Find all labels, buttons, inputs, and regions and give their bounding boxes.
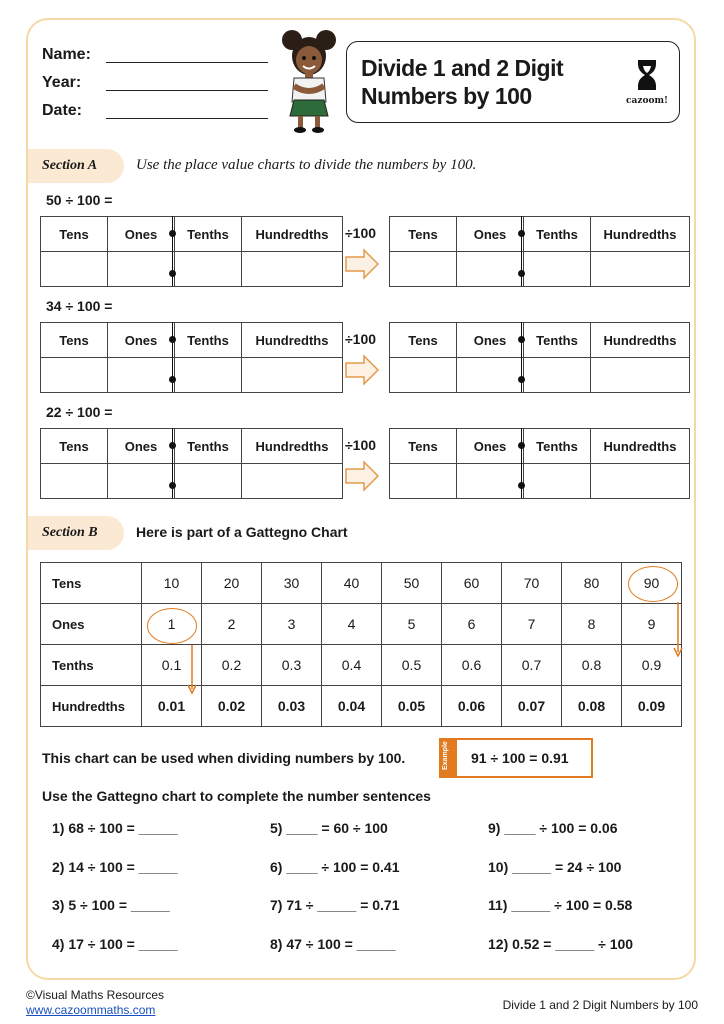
gattegno-row xyxy=(41,686,682,727)
gattegno-cell: 90 xyxy=(622,563,682,604)
problem-equation: 22 ÷ 100 = xyxy=(46,404,113,420)
gattegno-cell: 0.4 xyxy=(322,645,382,686)
section-b-tab: Section B xyxy=(28,516,124,550)
gattegno-cell: 70 xyxy=(502,563,562,604)
digit-cell[interactable] xyxy=(524,358,591,393)
gattegno-cell: 0.1 xyxy=(142,645,202,686)
digit-cell[interactable] xyxy=(457,358,524,393)
digit-cell[interactable] xyxy=(175,464,242,499)
gattegno-cell: 4 xyxy=(322,604,382,645)
question-11[interactable]: 11) _____ ÷ 100 = 0.58 xyxy=(488,897,633,913)
digit-cell[interactable] xyxy=(108,252,175,287)
answer-place-value-chart xyxy=(389,322,690,393)
gattegno-row xyxy=(41,563,682,604)
gattegno-cell: 0.7 xyxy=(502,645,562,686)
gattegno-cell: 0.07 xyxy=(502,686,562,727)
decimal-point-icon xyxy=(518,270,525,277)
column-header: Tenths xyxy=(524,217,591,252)
column-header: Ones xyxy=(108,429,175,464)
gattegno-cell: 10 xyxy=(142,563,202,604)
digit-cell[interactable] xyxy=(175,358,242,393)
gattegno-chart xyxy=(40,562,682,727)
date-label: Date: xyxy=(42,102,83,119)
decimal-point-icon xyxy=(169,442,176,449)
gattegno-cell: 0.5 xyxy=(382,645,442,686)
decimal-point-icon xyxy=(169,376,176,383)
answer-place-value-chart xyxy=(389,216,690,287)
decimal-point-icon xyxy=(518,482,525,489)
gattegno-row-label: Tenths xyxy=(41,645,142,686)
digit-cell[interactable] xyxy=(457,252,524,287)
question-9[interactable]: 9) ____ ÷ 100 = 0.06 xyxy=(488,820,618,836)
column-header: Hundredths xyxy=(242,323,343,358)
gattegno-row-label: Hundredths xyxy=(41,686,142,727)
decimal-point-icon xyxy=(169,230,176,237)
gattegno-cell: 60 xyxy=(442,563,502,604)
digit-cell[interactable] xyxy=(242,464,343,499)
gattegno-cell: 8 xyxy=(562,604,622,645)
column-header: Tens xyxy=(41,323,108,358)
down-arrow-icon xyxy=(672,600,684,658)
gattegno-cell: 30 xyxy=(262,563,322,604)
example-tab xyxy=(441,740,457,776)
gattegno-cell: 40 xyxy=(322,563,382,604)
logo-text: cazoom! xyxy=(626,96,668,106)
column-header: Hundredths xyxy=(591,323,690,358)
gattegno-cell: 0.09 xyxy=(622,686,682,727)
place-value-chart xyxy=(40,216,343,287)
example-equation: 91 ÷ 100 = 0.91 xyxy=(471,750,569,766)
website-link[interactable]: www.cazoommaths.com xyxy=(26,1003,156,1017)
digit-cell[interactable] xyxy=(524,252,591,287)
question-1[interactable]: 1) 68 ÷ 100 = _____ xyxy=(52,820,178,836)
gattegno-cell: 0.2 xyxy=(202,645,262,686)
decimal-point-icon xyxy=(518,230,525,237)
column-header: Ones xyxy=(457,323,524,358)
example-tag: Example xyxy=(442,741,449,770)
problem-equation: 34 ÷ 100 = xyxy=(46,298,113,314)
digit-cell[interactable] xyxy=(591,464,690,499)
divide-operator: ÷100 xyxy=(345,225,377,241)
answer-place-value-chart xyxy=(389,428,690,499)
column-header: Tens xyxy=(390,217,457,252)
divide-operator: ÷100 xyxy=(345,437,377,453)
column-header: Tenths xyxy=(175,217,242,252)
digit-cell[interactable] xyxy=(591,358,690,393)
copyright: ©Visual Maths Resources xyxy=(26,988,165,1002)
question-4[interactable]: 4) 17 ÷ 100 = _____ xyxy=(52,936,178,952)
digit-cell[interactable] xyxy=(242,358,343,393)
gattegno-cell: 80 xyxy=(562,563,622,604)
column-header: Tens xyxy=(41,429,108,464)
hourglass-icon xyxy=(636,60,658,90)
gattegno-cell: 6 xyxy=(442,604,502,645)
gattegno-cell: 0.03 xyxy=(262,686,322,727)
decimal-point-icon xyxy=(518,376,525,383)
gattegno-cell: 7 xyxy=(502,604,562,645)
column-header: Tenths xyxy=(175,429,242,464)
digit-cell[interactable] xyxy=(41,464,108,499)
gattegno-cell: 3 xyxy=(262,604,322,645)
question-10[interactable]: 10) _____ = 24 ÷ 100 xyxy=(488,859,622,875)
section-a-tab: Section A xyxy=(28,149,124,183)
column-header: Hundredths xyxy=(242,429,343,464)
gattegno-cell: 0.6 xyxy=(442,645,502,686)
column-header: Ones xyxy=(457,429,524,464)
decimal-point-icon xyxy=(169,270,176,277)
student-illustration xyxy=(276,26,342,136)
digit-cell[interactable] xyxy=(41,358,108,393)
chart-note: This chart can be used when dividing numbers by 100. xyxy=(42,750,406,766)
gattegno-cell: 5 xyxy=(382,604,442,645)
column-header: Tenths xyxy=(175,323,242,358)
gattegno-cell: 0.08 xyxy=(562,686,622,727)
right-arrow-icon xyxy=(344,248,380,280)
digit-cell[interactable] xyxy=(591,252,690,287)
section-a-instruction: Use the place value charts to divide the numbers by 100. xyxy=(136,157,477,173)
column-header: Tenths xyxy=(524,429,591,464)
date-line[interactable] xyxy=(106,118,268,119)
question-12[interactable]: 12) 0.52 = _____ ÷ 100 xyxy=(488,936,634,952)
question-8[interactable]: 8) 47 ÷ 100 = _____ xyxy=(270,936,396,952)
gattegno-cell: 0.02 xyxy=(202,686,262,727)
place-value-chart xyxy=(40,322,343,393)
gattegno-cell: 0.06 xyxy=(442,686,502,727)
gattegno-cell: 0.05 xyxy=(382,686,442,727)
example-box xyxy=(439,738,593,778)
gattegno-cell: 0.04 xyxy=(322,686,382,727)
footer-title: Divide 1 and 2 Digit Numbers by 100 xyxy=(502,998,698,1012)
divide-operator: ÷100 xyxy=(345,331,377,347)
gattegno-row xyxy=(41,604,682,645)
highlight-circle-1 xyxy=(147,608,197,644)
question-3[interactable]: 3) 5 ÷ 100 = _____ xyxy=(52,897,170,913)
column-header: Tenths xyxy=(524,323,591,358)
gattegno-cell: 50 xyxy=(382,563,442,604)
title-box xyxy=(346,41,680,123)
highlight-circle-90 xyxy=(628,566,678,602)
place-value-chart xyxy=(40,428,343,499)
column-header: Ones xyxy=(108,217,175,252)
gattegno-cell: 1 xyxy=(142,604,202,645)
gattegno-row-label: Tens xyxy=(41,563,142,604)
decimal-point-icon xyxy=(518,442,525,449)
gattegno-cell: 0.8 xyxy=(562,645,622,686)
question-2[interactable]: 2) 14 ÷ 100 = _____ xyxy=(52,859,178,875)
question-5[interactable]: 5) ____ = 60 ÷ 100 xyxy=(270,820,388,836)
column-header: Hundredths xyxy=(591,429,690,464)
year-line[interactable] xyxy=(106,90,268,91)
decimal-point-icon xyxy=(169,482,176,489)
digit-cell[interactable] xyxy=(390,252,457,287)
digit-cell[interactable] xyxy=(524,464,591,499)
gattegno-cell: 9 xyxy=(622,604,682,645)
digit-cell[interactable] xyxy=(390,358,457,393)
gattegno-cell: 0.01 xyxy=(142,686,202,727)
down-arrow-icon xyxy=(186,643,198,695)
gattegno-row xyxy=(41,645,682,686)
question-6[interactable]: 6) ____ ÷ 100 = 0.41 xyxy=(270,859,400,875)
problem-equation: 50 ÷ 100 = xyxy=(46,192,113,208)
right-arrow-icon xyxy=(344,354,380,386)
column-header: Tens xyxy=(390,323,457,358)
decimal-point-icon xyxy=(169,336,176,343)
name-label: Name: xyxy=(42,46,91,63)
digit-cell[interactable] xyxy=(108,464,175,499)
column-header: Hundredths xyxy=(591,217,690,252)
digit-cell[interactable] xyxy=(108,358,175,393)
year-label: Year: xyxy=(42,74,82,91)
digit-cell[interactable] xyxy=(390,464,457,499)
column-header: Tens xyxy=(390,429,457,464)
gattegno-cell: 0.3 xyxy=(262,645,322,686)
digit-cell[interactable] xyxy=(41,252,108,287)
name-line[interactable] xyxy=(106,62,268,63)
column-header: Hundredths xyxy=(242,217,343,252)
section-b-instruction: Here is part of a Gattegno Chart xyxy=(136,524,348,540)
gattegno-row-label: Ones xyxy=(41,604,142,645)
cazoom-logo xyxy=(623,60,671,106)
digit-cell[interactable] xyxy=(242,252,343,287)
column-header: Ones xyxy=(108,323,175,358)
column-header: Ones xyxy=(457,217,524,252)
right-arrow-icon xyxy=(344,460,380,492)
gattegno-cell: 0.9 xyxy=(622,645,682,686)
section-b-instruction-2: Use the Gattegno chart to complete the number sentences xyxy=(42,788,431,804)
decimal-point-icon xyxy=(518,336,525,343)
column-header: Tens xyxy=(41,217,108,252)
digit-cell[interactable] xyxy=(457,464,524,499)
question-7[interactable]: 7) 71 ÷ _____ = 0.71 xyxy=(270,897,400,913)
digit-cell[interactable] xyxy=(175,252,242,287)
gattegno-cell: 2 xyxy=(202,604,262,645)
gattegno-cell: 20 xyxy=(202,563,262,604)
worksheet-title: Divide 1 and 2 Digit Numbers by 100 xyxy=(361,55,564,109)
